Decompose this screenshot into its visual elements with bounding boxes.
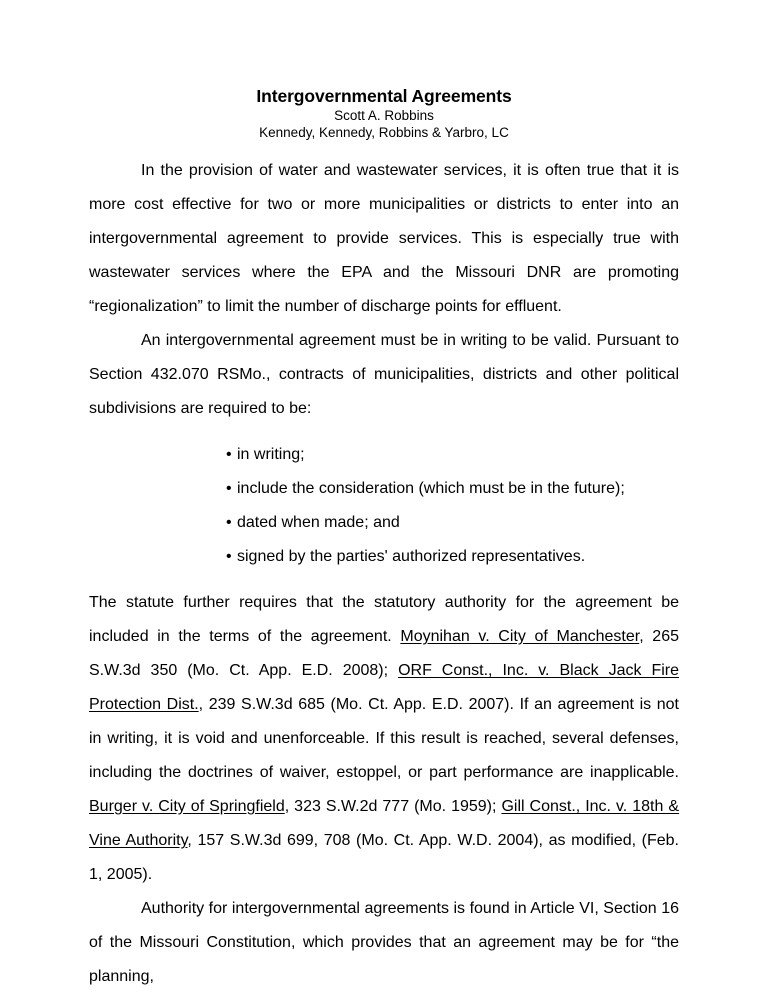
citation-text-part: , 323 S.W.2d 777 (Mo. 1959); (284, 798, 502, 815)
list-item-label: signed by the parties' authorized representatives. (237, 548, 586, 565)
citation-text-part: , 265 S.W.3d 350 (Mo. Ct. App. E.D. 2008); (89, 628, 679, 679)
list-item (89, 540, 679, 574)
citation-text-part: The statute further requires that the statutory authority for the agreement be included in the terms of the agreement. (89, 594, 679, 645)
case-citation-burger: Burger v. City of Springfield (89, 798, 285, 815)
page-title: Intergovernmental Agreements (256, 86, 512, 106)
list-item-label: in writing; (237, 446, 305, 463)
case-citation-orf-const: ORF Const., Inc. v. Black Jack Fire Protection Dist. (89, 662, 679, 713)
paragraph-intro: In the provision of water and wastewater services, it is often true that it is more cost effective for two or more municipalities or districts to enter into an intergovernmental agreement to provide services. This is especially true with wastewater services where the EPA and the Missouri DNR are promoting “regionalization” to limit the number of discharge points for effluent. (89, 162, 679, 315)
bullet-icon: • (226, 480, 232, 497)
list-item-label: include the consideration (which must be in the future); (237, 480, 625, 497)
requirements-list (89, 438, 679, 574)
paragraph-citations (89, 586, 679, 892)
bullet-icon: • (226, 548, 232, 565)
paragraph-authority: Authority for intergovernmental agreements is found in Article VI, Section 16 of the Missouri Constitution, which provides that an agreement may be for “the planning, (89, 900, 679, 985)
firm-name: Kennedy, Kennedy, Robbins & Yarbro, LC (259, 125, 509, 140)
bullet-icon: • (226, 514, 232, 531)
citation-text-part: , 157 S.W.3d 699, 708 (Mo. Ct. App. W.D. 2004), as modified, (Feb. 1, 2005). (89, 832, 679, 883)
citation-text-part: , 239 S.W.3d 685 (Mo. Ct. App. E.D. 2007). If an agreement is not in writing, it is void and unenforceable. If this result is reached, several defenses, including the doctrines of waiver, estoppel, or part performance are inapplicable. (89, 696, 680, 781)
bullet-icon: • (226, 446, 232, 463)
paragraph-writing-requirement: An intergovernmental agreement must be in writing to be valid. Pursuant to Section 432.070 RSMo., contracts of municipalities, districts and other political subdivisions are required to be: (89, 332, 679, 417)
list-item-label: dated when made; and (237, 514, 400, 531)
list-item (89, 438, 679, 472)
list-item (89, 472, 679, 506)
title-block (89, 0, 679, 141)
document-content (89, 0, 679, 994)
author-name: Scott A. Robbins (334, 108, 434, 123)
list-item (89, 506, 679, 540)
case-citation-gill-const: Gill Const., Inc. v. 18th & Vine Authority (89, 798, 680, 849)
case-citation-moynihan: Moynihan v. City of Manchester (400, 628, 640, 645)
